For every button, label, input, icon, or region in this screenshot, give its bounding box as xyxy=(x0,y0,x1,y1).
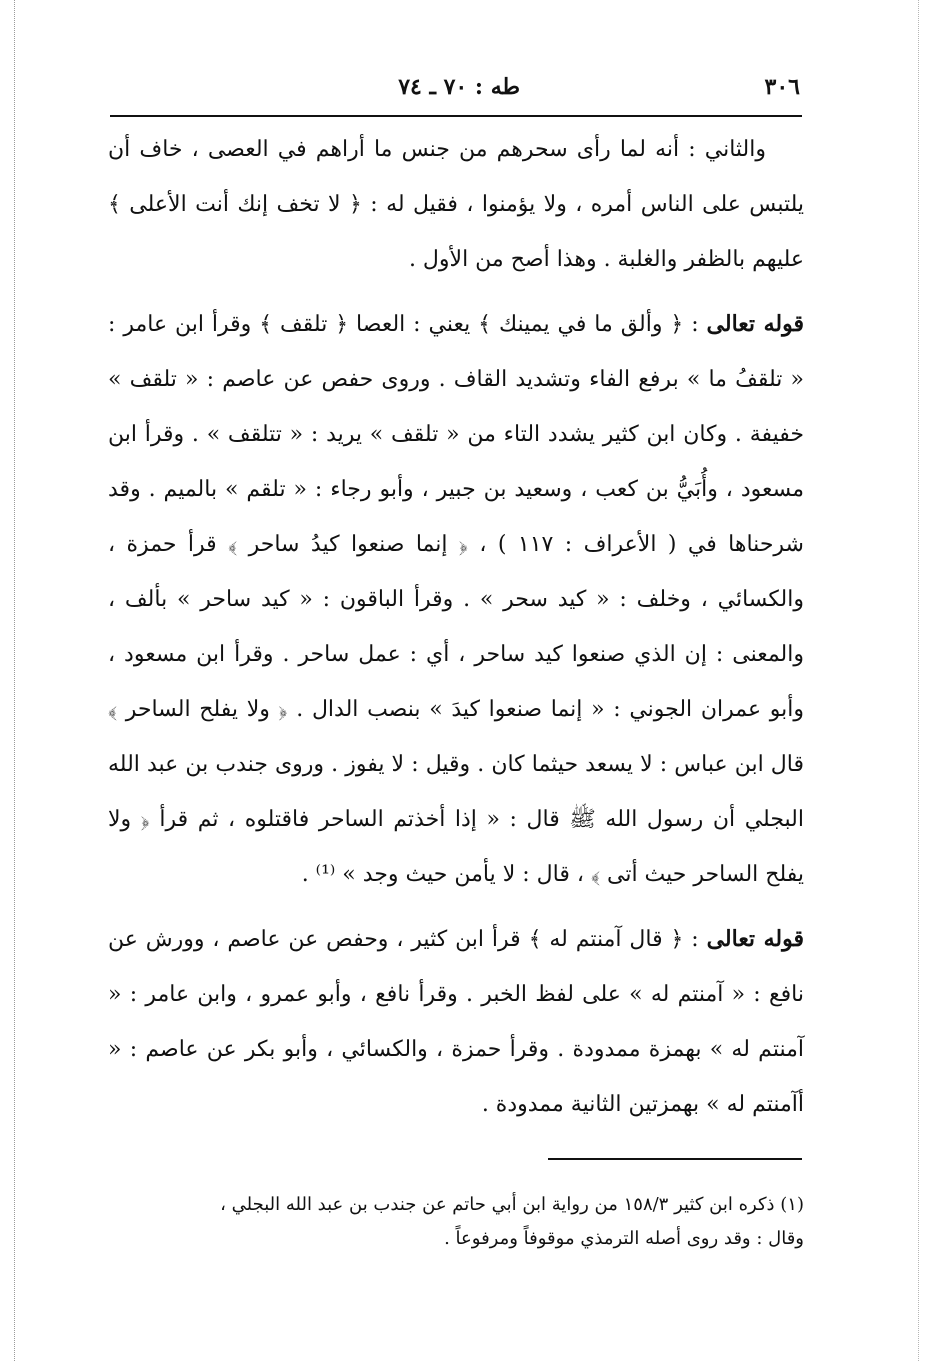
header-rule xyxy=(110,115,802,117)
footnote-line: (١) ذكره ابن كثير ١٥٨/٣ من رواية ابن أبي حاتم عن جندب بن عبد الله البجلي ، xyxy=(220,1194,804,1215)
paragraph-text: : ﴿ قال آمنتم له ﴾ قرأ ابن كثير ، وحفص عن عاصم ، وورش عن نافع : « آمنتم له » على لفظ الخبر . وقرأ نافع ، وأبو عمرو ، وابن عامر : « آمنتم له » بهمزة ممدودة . وقرأ حمزة ، والكسائي ، وأبو بكر عن عاصم : « أآمنتم له » بهمزتين الثانية ممدودة . xyxy=(108,927,804,1117)
footnote xyxy=(108,1188,804,1256)
running-head: طه : ٧٠ ـ ٧٤ xyxy=(398,74,520,100)
paragraph-lead: قوله تعالى xyxy=(706,926,804,952)
page-number: ٣٠٦ xyxy=(764,74,800,100)
paragraph-1 xyxy=(108,122,804,287)
paragraph-text: : ﴿ وألق ما في يمينك ﴾ يعني : العصا ﴿ تلقف ﴾ وقرأ ابن عامر : « تلقفُ ما » برفع الفاء وتشديد القاف . وروى حفص عن عاصم : « تلقف » خفيفة . وكان ابن كثير يشدد التاء من « تلقف » يريد : « تتلقف » . وقرأ ابن مسعود ، وأُبَيُّ بن كعب ، وسعيد بن جبير ، وأبو رجاء : « تلقم » بالميم . وقد شرحناها في ( الأعراف : ١١٧ ) ، ﴿ إنما صنعوا كيدُ ساحر ﴾ قرأ حمزة ، والكسائي ، وخلف : « كيد سحر » . وقرأ الباقون : « كيد ساحر » بألف ، والمعنى : إن الذي صنعوا كيد ساحر ، أي : عمل ساحر . وقرأ ابن مسعود ، وأبو عمران الجوني : « إنما صنعوا كيدَ » بنصب الدال . ﴿ ولا يفلح الساحر ﴾ قال ابن عباس : لا يسعد حيثما كان . وقيل : لا يفوز . وروى جندب بن عبد الله البجلي أن رسول الله ﷺ قال : « إذا أخذتم الساحر فاقتلوه ، ثم قرأ ﴿ ولا يفلح الساحر حيث أتى ﴾ ، قال : لا يأمن حيث وجد » ⁽¹⁾ . xyxy=(108,312,804,887)
paragraph-text: والثاني : أنه لما رأى سحرهم من جنس ما أراهم في العصى ، خاف أن يلتبس على الناس أمره ، ولا يؤمنوا ، فقيل له : ﴿ لا تخف إنك أنت الأعلى ﴾ عليهم بالظفر والغلبة . وهذا أصح من الأول . xyxy=(108,137,804,272)
footnote-line: وقال : وقد روى أصله الترمذي موقوفاً ومرفوعاً . xyxy=(444,1228,804,1249)
footnote-rule xyxy=(548,1158,802,1160)
page-edge-right xyxy=(918,0,919,1361)
paragraph-2 xyxy=(108,297,804,902)
paragraph-3 xyxy=(108,912,804,1132)
paragraph-lead: قوله تعالى xyxy=(706,311,804,337)
body-text xyxy=(108,122,804,1132)
page-header xyxy=(110,70,800,110)
page-edge-left xyxy=(14,0,15,1361)
